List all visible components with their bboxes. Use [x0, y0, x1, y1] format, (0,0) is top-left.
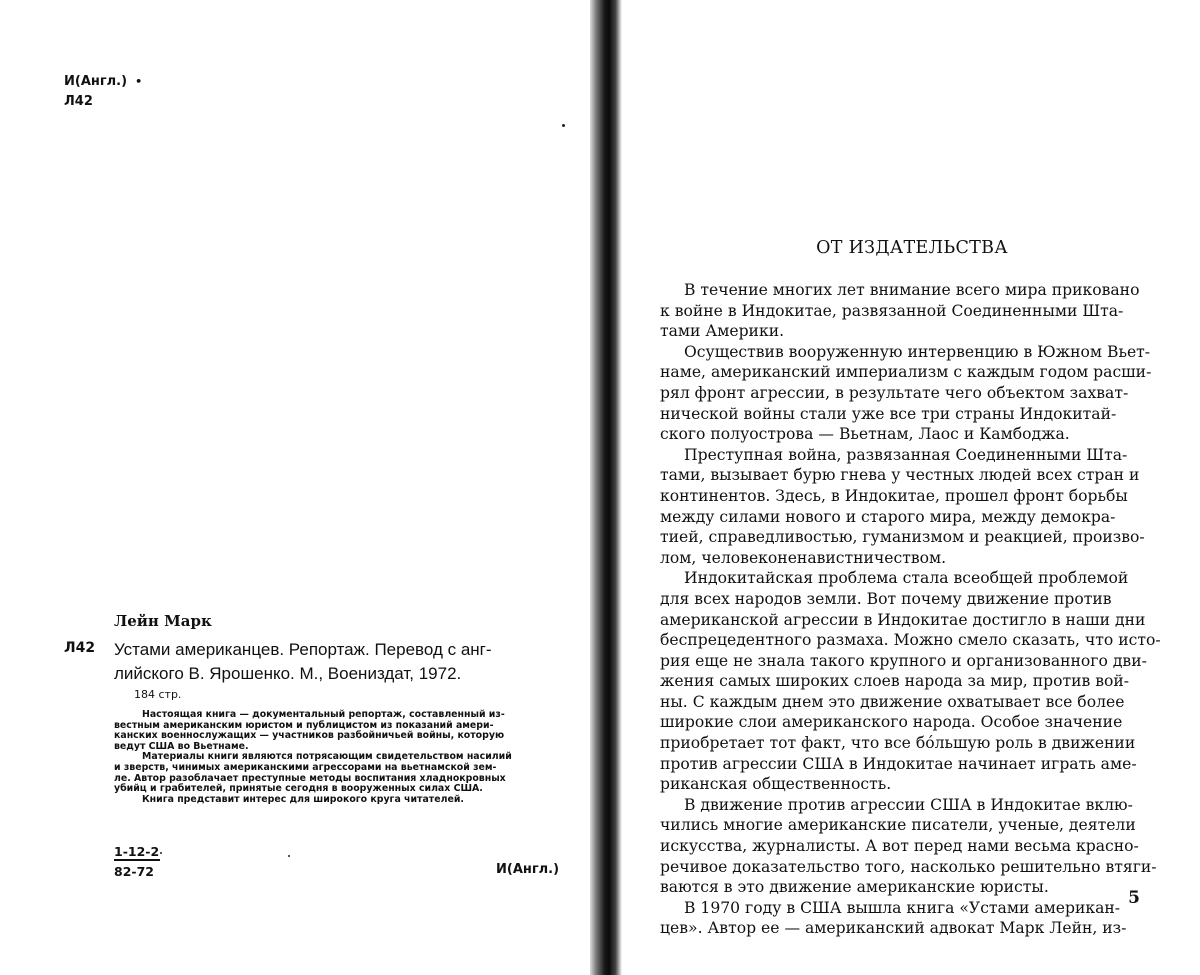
book-gutter [590, 0, 622, 975]
body-line: риканская общественность. [660, 775, 892, 794]
scan-speck [160, 852, 162, 854]
body-line: В течение многих лет внимание всего мира приковано [684, 281, 1140, 299]
annotation-line: ведут США во Вьетнаме. [114, 740, 249, 752]
body-line: американской агрессии в Индокитае достигло в наши дни [660, 610, 1146, 629]
call-code-top: Л42 [64, 94, 93, 109]
annotation-line: убийц и грабителей, принятые сегодня в вооруженных силах США. [114, 783, 483, 795]
annotation-line: и зверств, чинимых американскими агрессорами на вьетнамской зем- [114, 761, 497, 773]
index-number-bottom: 82-72 [114, 864, 154, 879]
index-number-top: 1-12-2 [114, 844, 160, 859]
bibliography-line: Устами американцев. Репортаж. Перевод с анг- [114, 640, 492, 659]
scan-speck [288, 855, 290, 857]
body-text [660, 280, 1161, 939]
body-line: ского полуострова — Вьетнам, Лаос и Камбоджа. [660, 425, 1070, 444]
annotation-line: вестным американским юристом и публицистом из показаний амери- [114, 719, 494, 731]
call-code: Л42 [64, 640, 96, 656]
body-line: Индокитайская проблема стала всеобщей проблемой [684, 569, 1129, 588]
body-line: против агрессии США в Индокитае начинает играть аме- [660, 754, 1137, 773]
body-line: наме, американский империализм с каждым годом расши- [660, 363, 1152, 382]
body-line: к войне в Индокитае, развязанной Соединенными Шта- [660, 301, 1124, 320]
body-line: жения самых широких слоев народа за мир, против вой- [660, 672, 1130, 691]
bibliography-line: лийского В. Ярошенко. М., Воениздат, 1972. [114, 664, 462, 683]
author-name: Лейн Марк [114, 612, 212, 630]
body-line: тами Америки. [660, 322, 785, 341]
body-line: В 1970 году в США вышла книга «Устами американ- [684, 898, 1121, 917]
bullet-mark: • [135, 75, 143, 88]
right-page [622, 0, 1200, 975]
body-line: ваются в это движение американские юристы. [660, 878, 1049, 897]
page-count: 184 стр. [134, 688, 182, 701]
body-line: речивое доказательство того, насколько решительно втяги- [660, 857, 1157, 876]
annotation-line: Настоящая книга — документальный репортаж, составленный из- [142, 709, 505, 720]
body-line: тией, справедливостью, гуманизмом и реакцией, произво- [660, 528, 1145, 547]
classification-bottom: И(Англ.) [496, 862, 560, 877]
annotation-line: канских военнослужащих — участников разбойничьей войны, которую [114, 730, 505, 742]
body-line: рия еще не знала такого крупного и организованного дви- [660, 651, 1147, 670]
body-line: между силами нового и старого мира, между демокра- [660, 507, 1116, 526]
body-line: рял фронт агрессии, в результате чего объектом захват- [660, 383, 1129, 402]
body-line: Осуществив вооруженную интервенцию в Южном Вьет- [684, 342, 1151, 361]
body-line: для всех народов земли. Вот почему движение против [660, 589, 1112, 608]
scan-speck [562, 124, 565, 127]
annotation [114, 710, 564, 805]
body-line: континентов. Здесь, в Индокитае, прошел фронт борьбы [660, 486, 1128, 505]
body-line: цев». Автор ее — американский адвокат Марк Лейн, из- [660, 919, 1127, 938]
index-divider [114, 859, 160, 861]
body-line: чились многие американские писатели, ученые, деятели [660, 816, 1136, 835]
classification-top-text: И(Англ.) [64, 74, 128, 89]
body-line: ны. С каждым днем это движение охватывает все более [660, 692, 1125, 711]
bibliographic-entry [114, 638, 564, 686]
classification-top [64, 74, 142, 89]
body-line: В движение против агрессии США в Индокитае вклю- [684, 795, 1133, 814]
body-line: лом, человеконенавистничеством. [660, 548, 947, 567]
annotation-line: Материалы книги являются потрясающим свидетельством насилий [142, 751, 512, 763]
body-line: искусства, журналисты. А вот перед нами весьма красно- [660, 837, 1139, 856]
annotation-line: Книга представит интерес для широкого круга читателей. [142, 793, 464, 805]
body-line: беспрецедентного размаха. Можно смело сказать, что исто- [660, 631, 1161, 650]
body-line: приобретает тот факт, что все бóльшую роль в движении [660, 734, 1136, 753]
annotation-line: ле. Автор разоблачает преступные методы воспитания хладнокровных [114, 772, 506, 784]
page-number: 5 [1128, 888, 1140, 908]
body-line: тами, вызывает бурю гнева у честных людей всех стран и [660, 466, 1140, 485]
section-heading: ОТ ИЗДАТЕЛЬСТВА [816, 238, 1008, 258]
left-page [0, 0, 590, 975]
body-line: широкие слои американского народа. Особое значение [660, 713, 1123, 732]
body-line: Преступная война, развязанная Соединенными Шта- [684, 445, 1128, 464]
body-line: нической войны стали уже все три страны Индокитай- [660, 404, 1117, 423]
